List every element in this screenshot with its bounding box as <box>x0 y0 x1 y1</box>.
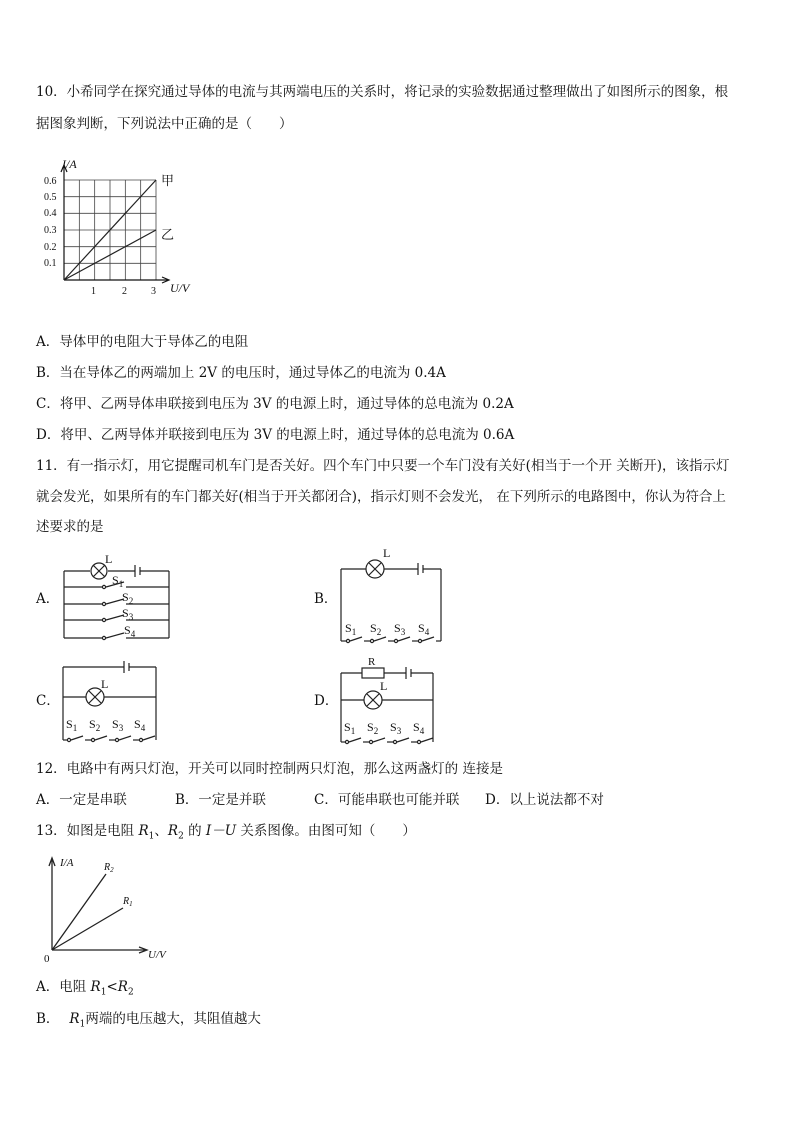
q10-xtick-3: 3 <box>151 286 156 297</box>
circuit-d-s1: $S_1$ <box>344 720 356 736</box>
q10-xlabel: U/V <box>170 281 190 295</box>
q11-label-a: A． <box>36 591 60 607</box>
q10-option-c: C．将甲、乙两导体串联接到电压为 3V 的电源上时，通过导体的总电流为 0.2A <box>36 396 514 412</box>
q10-option-d: D．将甲、乙两导体并联接到电压为 3V 的电源上时，通过导体的总电流为 0.6A <box>36 427 515 443</box>
circuit-b-s4: $S_4$ <box>418 621 430 637</box>
q13-ylabel: I/A <box>60 857 74 869</box>
q11-label-b: B． <box>314 591 338 607</box>
q10-ytick-0.4: 0.4 <box>44 208 57 219</box>
q10-xtick-2: 2 <box>122 286 127 297</box>
circuit-a-s4: $S_4$ <box>124 623 136 639</box>
q12-option-a: A．一定是串联 <box>36 792 127 808</box>
circuit-d-s3: $S_3$ <box>390 720 402 736</box>
circuit-b-s2: $S_2$ <box>370 621 382 637</box>
q10-ytick-0.3: 0.3 <box>44 225 57 236</box>
circuit-b-s3: $S_3$ <box>394 621 406 637</box>
q11-stem-line3: 述要求的是 <box>36 519 104 535</box>
q12-option-b: B．一定是并联 <box>175 792 266 808</box>
q10-label-jia: 甲 <box>161 173 175 188</box>
circuit-a-s1: $S_1$ <box>112 573 124 589</box>
circuit-d-s2: $S_2$ <box>367 720 379 736</box>
q12-option-d: D．以上说法都不对 <box>485 792 604 808</box>
circuit-a-s3: $S_3$ <box>122 606 134 622</box>
circuit-d-lamp-label: L <box>380 679 388 693</box>
q10-stem-line2: 据图象判断，下列说法中正确的是（ ） <box>36 116 293 132</box>
circuit-d-s4: $S_4$ <box>413 720 425 736</box>
q13-option-a: A．电阻 $R_1<R_2$ <box>36 979 134 998</box>
q10-ytick-0.1: 0.1 <box>44 258 57 269</box>
q10-option-b: B．当在导体乙的两端加上 2V 的电压时，通过导体乙的电流为 0.4A <box>36 365 446 381</box>
circuit-c-s4: $S_4$ <box>134 717 146 733</box>
circuit-c-s2: $S_2$ <box>89 717 101 733</box>
circuit-b-lamp-label: L <box>383 546 391 560</box>
circuit-b-s1: $S_1$ <box>345 621 357 637</box>
circuit-a-s2: $S_2$ <box>122 590 134 606</box>
q13-stem: 13．如图是电阻 $R_1$、$R_2$ 的 I－U 关系图像。由图可知（ ） <box>36 823 416 842</box>
q10-label-yi: 乙 <box>161 227 175 242</box>
q13-label-r2: $R_2$ <box>104 862 114 874</box>
q11-label-d: D． <box>314 693 339 709</box>
q13-line-r1 <box>52 908 123 950</box>
q12-option-c: C．可能串联也可能并联 <box>314 792 460 808</box>
q13-label-r1: $R_1$ <box>123 896 133 908</box>
circuit-c-lamp-label: L <box>101 677 109 691</box>
q13-option-b: B． $R_1$两端的电压越大，其阻值越大 <box>36 1011 261 1030</box>
q11-label-c: C． <box>36 693 60 709</box>
q10-option-a: A．导体甲的电阻大于导体乙的电阻 <box>36 334 249 350</box>
q13-origin: 0 <box>44 953 50 965</box>
q11-stem-line1: 11．有一指示灯，用它提醒司机车门是否关好。四个车门中只要一个车门没有关好(相当于一个开 关断开)，该指示灯 <box>36 458 730 474</box>
q13-line-r2 <box>52 874 106 950</box>
q10-ytick-0.5: 0.5 <box>44 192 57 203</box>
q12-stem: 12．电路中有两只灯泡，开关可以同时控制两只灯泡，那么这两盏灯的 连接是 <box>36 761 503 777</box>
q10-xtick-1: 1 <box>91 286 96 297</box>
q10-ytick-0.6: 0.6 <box>44 176 57 187</box>
q10-ytick-0.2: 0.2 <box>44 242 57 253</box>
q10-ylabel: I/A <box>62 157 77 171</box>
q11-stem-line2: 就会发光，如果所有的车门都关好(相当于开关都闭合)，指示灯则不会发光， 在下列所示的电路图中，你认为符合上 <box>36 489 726 505</box>
circuit-c-s1: $S_1$ <box>66 717 78 733</box>
circuit-a-lamp-label: L <box>105 552 113 566</box>
q13-xlabel: U/V <box>148 949 166 961</box>
circuit-c-s3: $S_3$ <box>112 717 124 733</box>
q10-stem-line1: 10．小希同学在探究通过导体的电流与其两端电压的关系时，将记录的实验数据通过整理做出了如图所示的图象，根 <box>36 84 729 100</box>
circuit-d-resistor-label: R <box>368 656 376 668</box>
